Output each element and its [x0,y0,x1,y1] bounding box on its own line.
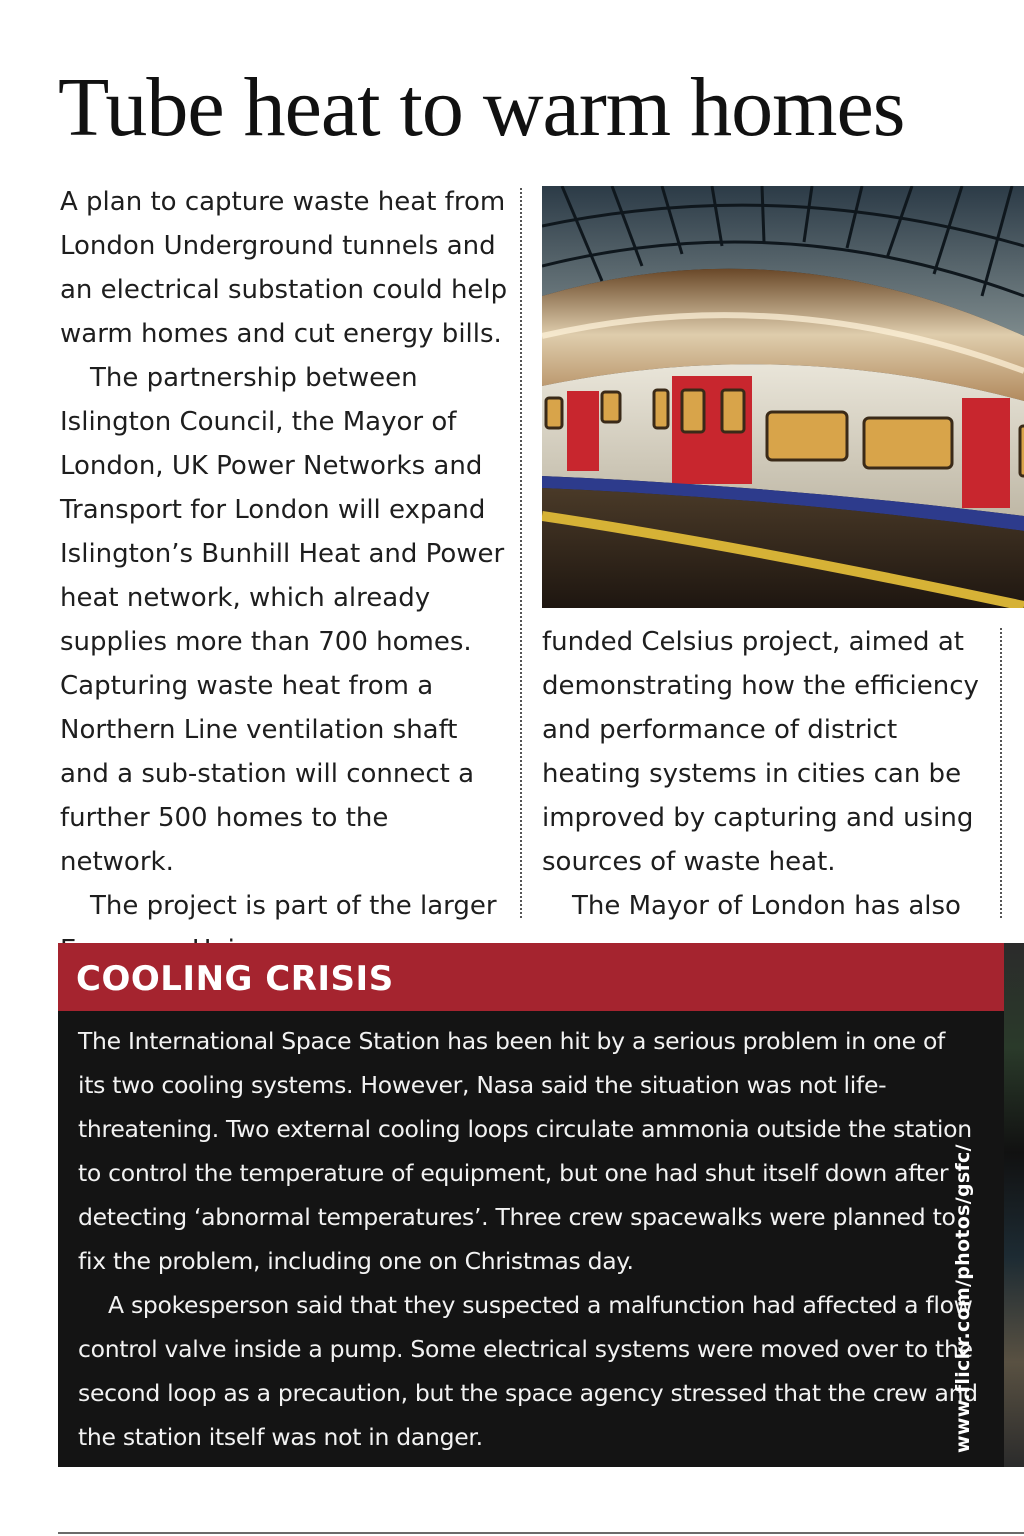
box-header [58,943,1004,1011]
column-divider [520,188,522,918]
column-divider [1000,628,1002,918]
bottom-rule [58,1532,1024,1534]
box-paragraph: The International Space Station has been hit by a serious problem in one of its two cooling systems. However, Nasa said the situation was not life-threatening. Two external cooling loops circulate ammonia outside the station to control the temperature of equipment, but one had shut itself down after detecting ‘abnormal temperatures’. Three crew spacewalks were planned to fix the problem, including one on Christmas day. [78,1027,972,1275]
article-paragraph: The Mayor of London has also [572,891,961,921]
article-column-right [542,620,982,928]
article-paragraph: The partnership between Islington Council, the Mayor of London, UK Power Networks and Transport for London will expand Islington’s Bunhill Heat and Power heat network, which already supplies more than 700 homes. Capturing waste heat from a Northern Line ventilation shaft and a sub-station will connect a further 500 homes to the network. [60,363,505,877]
headline: Tube heat to warm homes [58,61,905,154]
article-paragraph: A plan to capture waste heat from London Underground tunnels and an electrical substation could help warm homes and cut energy bills. [60,187,508,349]
article-paragraph: The project is part of the larger [90,891,497,921]
box-photo-edge [1004,943,1024,1467]
box-paragraph: A spokesperson said that they suspected a malfunction had affected a flow control valve inside a pump. Some electrical systems were moved over to the second loop as a precaution, but the space agency stressed that the crew and the station itself was not in danger. [78,1291,978,1451]
box-body [78,1019,978,1459]
article-paragraph: funded Celsius project, aimed at demonstrating how the efficiency and performance of district heating systems in cities can be improved by capturing and using sources of waste heat. [542,627,979,877]
article-column-left [60,180,510,972]
cooling-crisis-box [58,943,1024,1467]
box-title: COOLING CRISIS [76,959,394,999]
photo-credit: www.flickr.com/photos/gsfc/ [952,1144,974,1453]
tube-train-photo [542,186,1024,608]
